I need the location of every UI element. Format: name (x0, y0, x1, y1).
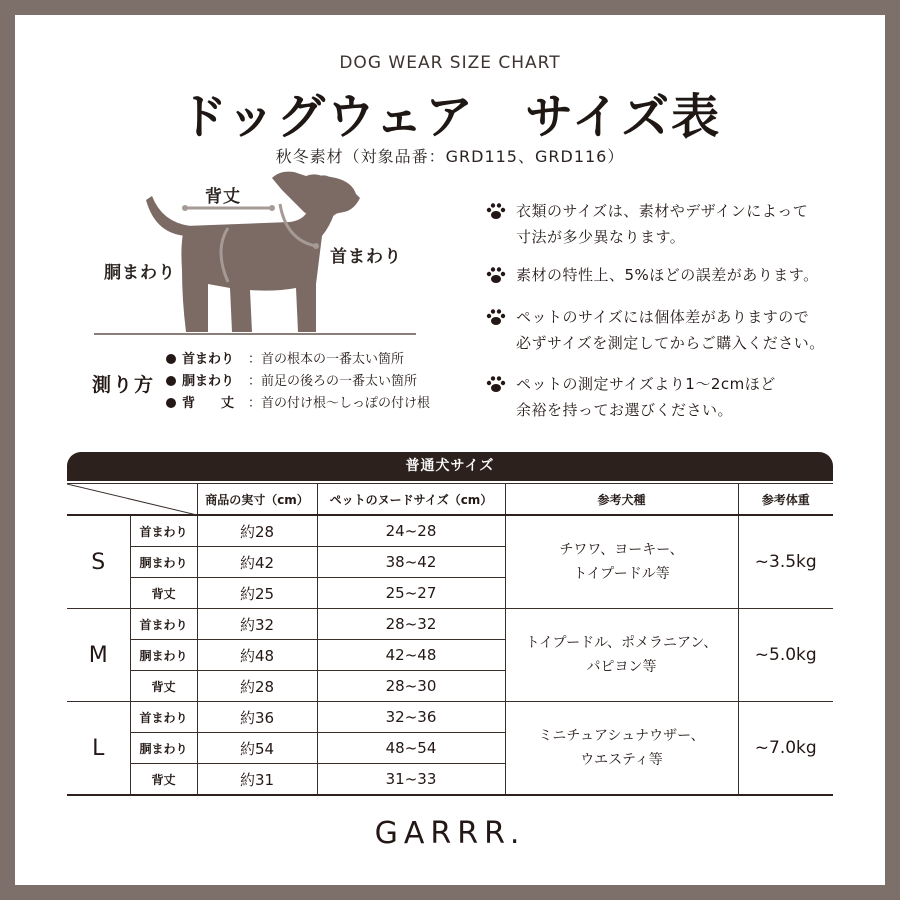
table-row (67, 609, 833, 640)
measuring-item: 首まわり ：首の根本の一番太い箇所 (166, 349, 430, 371)
part-label: 首まわり (130, 515, 197, 547)
weight-cell: ~3.5kg (738, 515, 833, 609)
brand-logo: GARRR. (374, 816, 526, 851)
table-header-row (67, 484, 833, 516)
part-label: 首まわり (130, 609, 197, 640)
bullet-icon (166, 398, 176, 408)
breed-cell: チワワ、ヨーキー、 トイプードル等 (505, 515, 738, 609)
actual-value: 約28 (197, 671, 317, 702)
actual-value: 約36 (197, 702, 317, 733)
weight-cell: ~7.0kg (738, 702, 833, 796)
actual-value: 約28 (197, 515, 317, 547)
part-label: 胴まわり (130, 547, 197, 578)
table-row (67, 515, 833, 547)
header-weight: 参考体重 (738, 484, 833, 516)
note-item: 衣類のサイズは、素材やデザインによって 寸法が多少異なります。 (486, 198, 866, 250)
actual-value: 約25 (197, 578, 317, 609)
part-label: 背丈 (130, 578, 197, 609)
nude-value: 28~30 (317, 671, 505, 702)
nude-value: 31~33 (317, 764, 505, 796)
bullet-icon (166, 354, 176, 364)
actual-value: 約32 (197, 609, 317, 640)
measuring-title: 測り方 (92, 374, 156, 396)
subtitle-en: DOG WEAR SIZE CHART (339, 53, 561, 73)
paw-icon (486, 266, 506, 284)
nude-value: 25~27 (317, 578, 505, 609)
label-back-length: 背丈 (205, 187, 241, 207)
measuring-item: 背 丈 ：首の付け根～しっぽの付け根 (166, 393, 430, 415)
header-actual: 商品の実寸（cm） (197, 484, 317, 516)
notes-list (486, 198, 866, 423)
actual-value: 約42 (197, 547, 317, 578)
corner-diagonal (67, 484, 197, 515)
corner-cell (67, 484, 197, 516)
nude-value: 28~32 (317, 609, 505, 640)
breed-cell: トイプードル、ポメラニアン、 パピヨン等 (505, 609, 738, 702)
size-label: S (67, 515, 130, 609)
part-label: 首まわり (130, 702, 197, 733)
nude-value: 24~28 (317, 515, 505, 547)
actual-value: 約48 (197, 640, 317, 671)
measuring-list (166, 349, 430, 415)
label-neck: 首まわり (330, 247, 402, 267)
part-label: 胴まわり (130, 640, 197, 671)
page-title: ドッグウェア サイズ表 (178, 89, 722, 145)
nude-value: 38~42 (317, 547, 505, 578)
header-breed: 参考犬種 (505, 484, 738, 516)
part-label: 背丈 (130, 671, 197, 702)
size-table (67, 483, 833, 796)
size-label: L (67, 702, 130, 796)
breed-cell: ミニチュアシュナウザー、 ウエスティ等 (505, 702, 738, 796)
bullet-icon (166, 376, 176, 386)
part-label: 胴まわり (130, 733, 197, 764)
paw-icon (486, 202, 506, 220)
size-label: M (67, 609, 130, 702)
table-caption: 普通犬サイズ (67, 452, 833, 481)
note-item: ペットの測定サイズより1～2cmほど 余裕を持ってお選びください。 (486, 371, 866, 423)
part-label: 背丈 (130, 764, 197, 796)
label-chest: 胴まわり (104, 263, 176, 283)
nude-value: 32~36 (317, 702, 505, 733)
note-item: 素材の特性上、5%ほどの誤差があります。 (486, 262, 866, 288)
note-item: ペットのサイズには個体差がありますので 必ずサイズを測定してからご購入ください。 (486, 304, 866, 356)
material-note: 秋冬素材（対象品番：GRD115、GRD116） (275, 147, 625, 166)
actual-value: 約54 (197, 733, 317, 764)
weight-cell: ~5.0kg (738, 609, 833, 702)
nude-value: 42~48 (317, 640, 505, 671)
header-nude: ペットのヌードサイズ（cm） (317, 484, 505, 516)
paw-icon (486, 308, 506, 326)
actual-value: 約31 (197, 764, 317, 796)
nude-value: 48~54 (317, 733, 505, 764)
paw-icon (486, 375, 506, 393)
table-row (67, 702, 833, 733)
measuring-item: 胴まわり ：前足の後ろの一番太い箇所 (166, 371, 430, 393)
dog-silhouette-icon (146, 172, 360, 332)
